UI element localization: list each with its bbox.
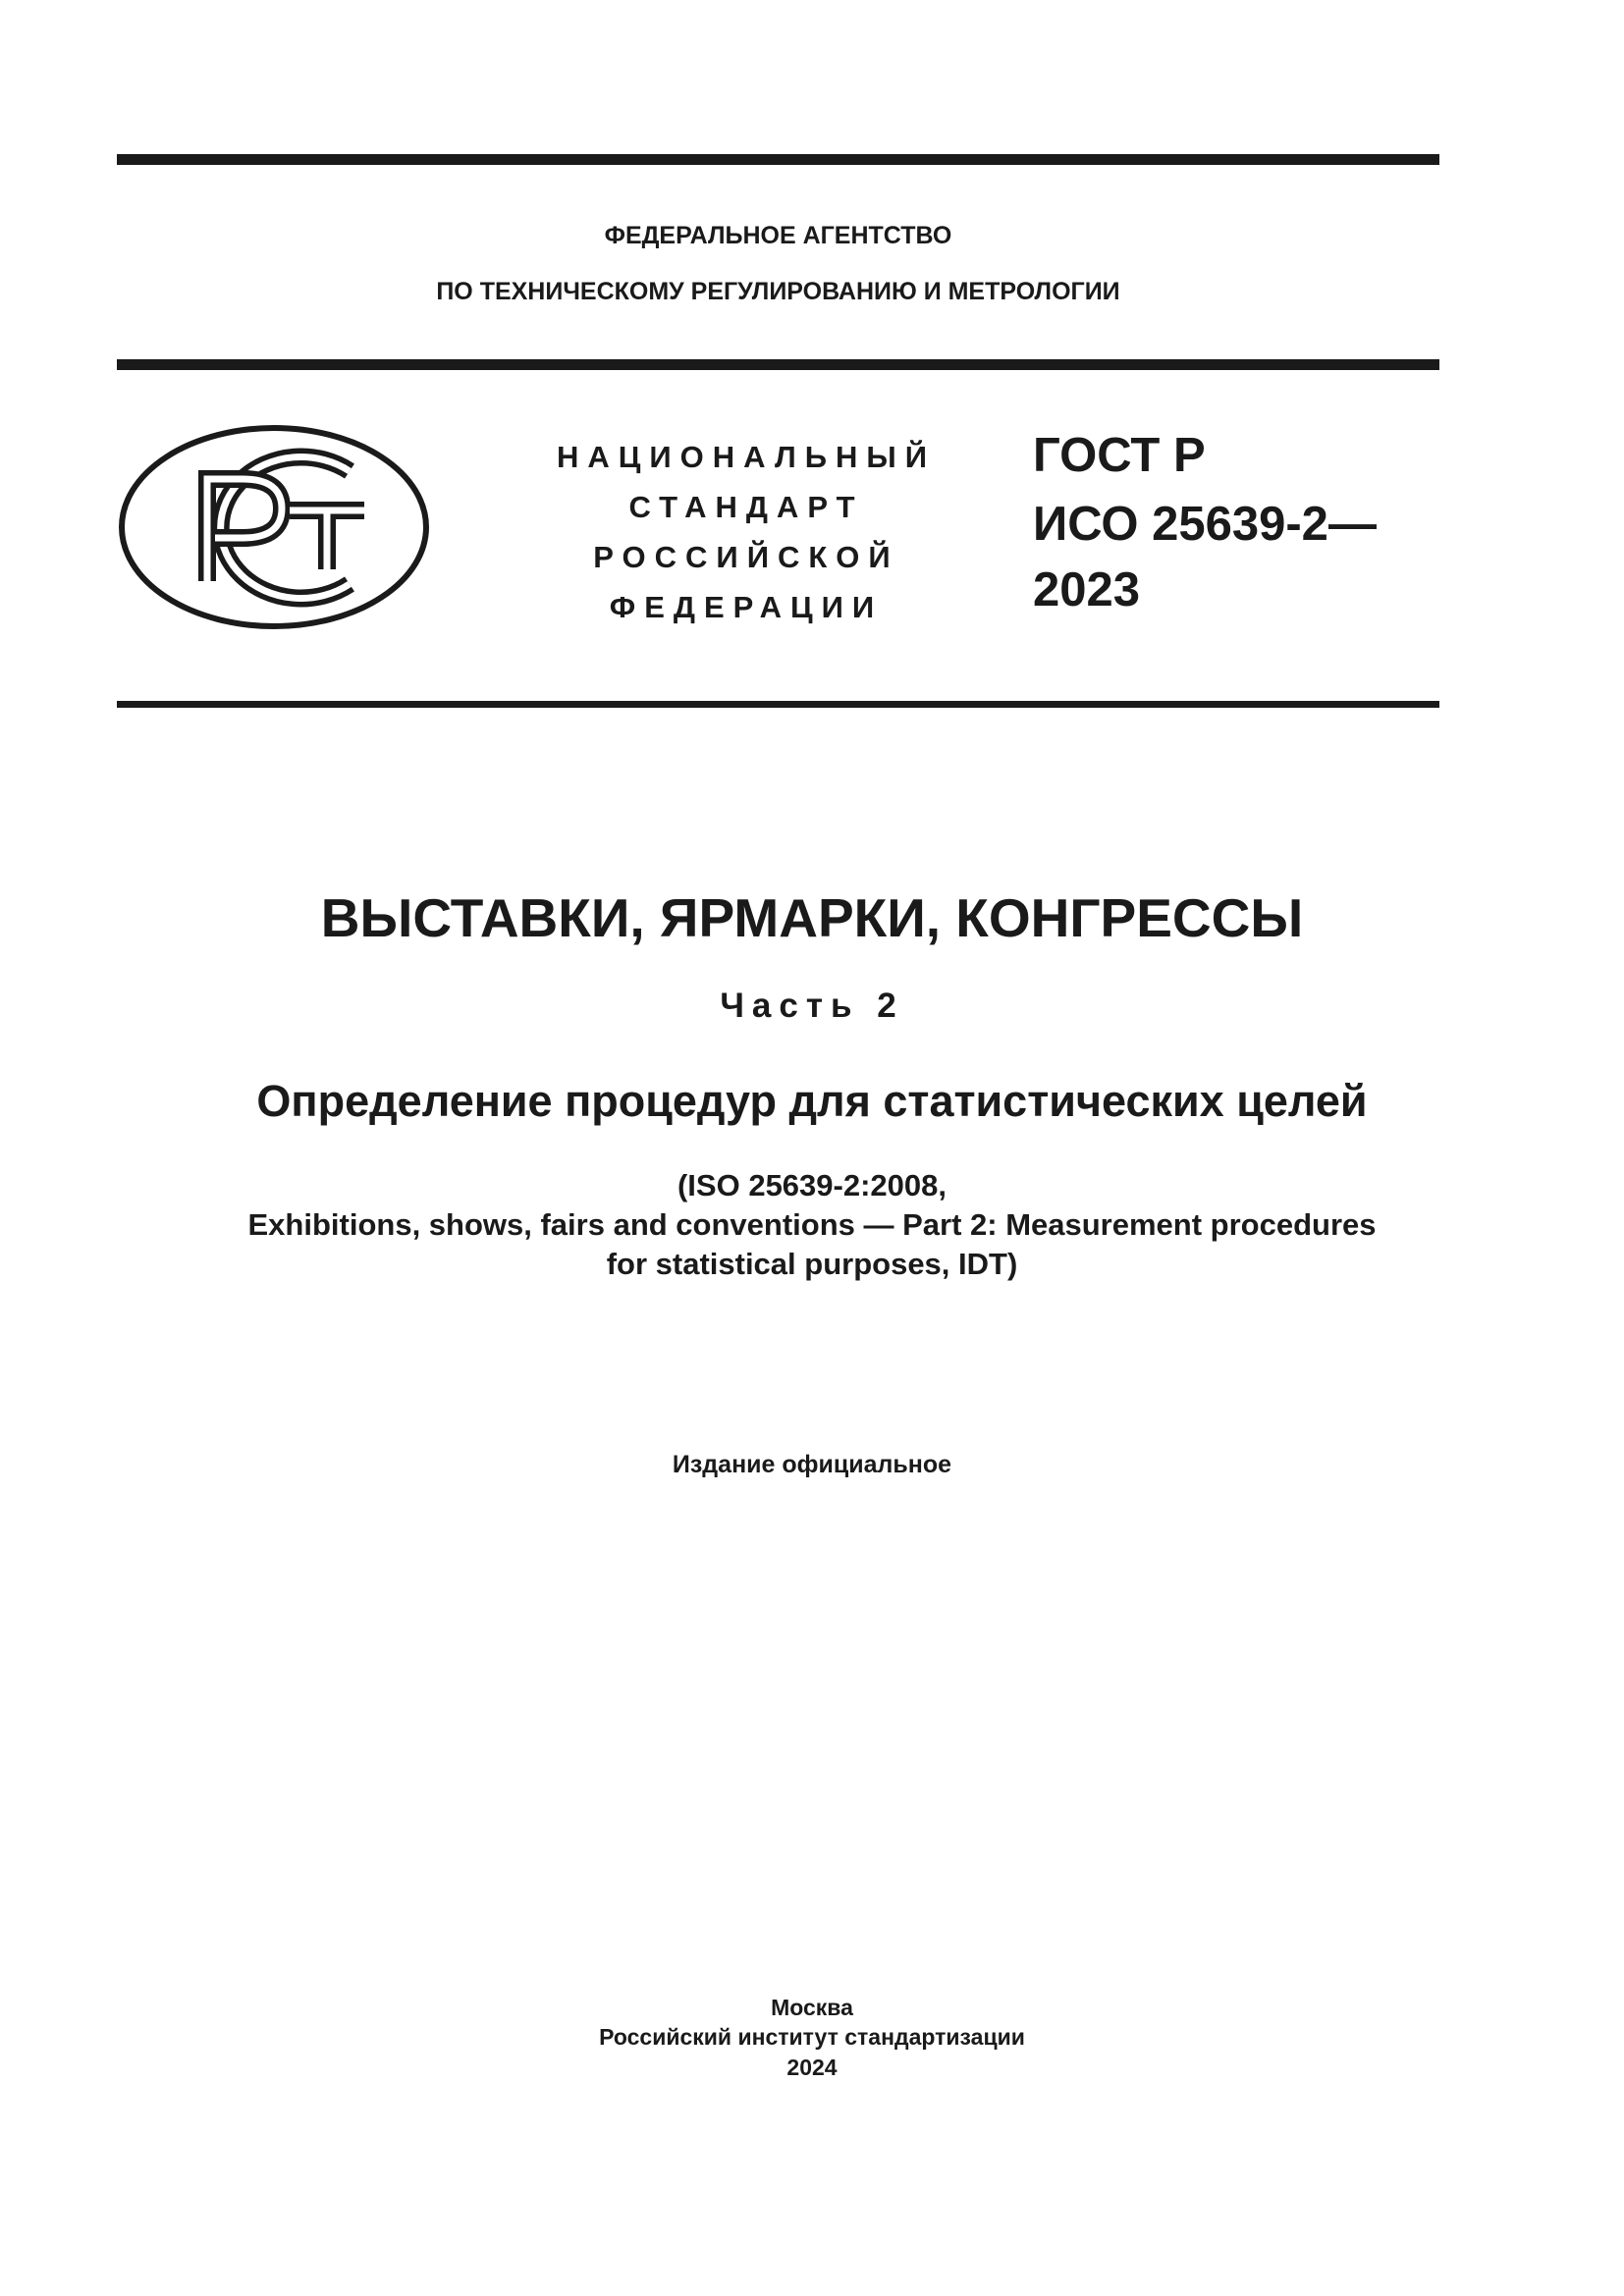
standard-type-line-4: ФЕДЕРАЦИИ (609, 590, 884, 624)
document-subtitle: Определение процедур для статистических целей (256, 1076, 1368, 1126)
top-rule (117, 154, 1439, 165)
iso-reference-line-1: (ISO 25639-2:2008, (677, 1168, 947, 1202)
edition-label: Издание официальное (672, 1451, 952, 1478)
designation-line-1: ГОСТ Р (1033, 429, 1206, 482)
designation-rule (117, 701, 1439, 708)
part-number: Часть 2 (720, 987, 904, 1025)
publication-year: 2024 (786, 2055, 838, 2080)
header-rule (117, 359, 1439, 370)
designation-line-3: 2023 (1033, 563, 1141, 616)
rst-logo-icon (117, 422, 431, 633)
document-title: ВЫСТАВКИ, ЯРМАРКИ, КОНГРЕССЫ (320, 887, 1304, 948)
standard-type-line-2: СТАНДАРТ (628, 490, 864, 524)
standard-type-line-3: РОССИЙСКОЙ (593, 540, 899, 574)
agency-line-2: ПО ТЕХНИЧЕСКОМУ РЕГУЛИРОВАНИЮ И МЕТРОЛОГИИ (436, 278, 1120, 305)
iso-reference-line-3: for statistical purposes, IDT) (606, 1247, 1018, 1281)
iso-reference-line-2: Exhibitions, shows, fairs and conventions — Part 2: Measurement procedures (247, 1207, 1377, 1242)
agency-line-1: ФЕДЕРАЛЬНОЕ АГЕНТСТВО (604, 222, 952, 249)
publication-city: Москва (771, 1995, 853, 2020)
publisher-name: Российский институт стандартизации (599, 2024, 1025, 2050)
standard-type-line-1: НАЦИОНАЛЬНЫЙ (556, 440, 937, 474)
designation-line-2: ИСО 25639-2— (1033, 498, 1377, 551)
